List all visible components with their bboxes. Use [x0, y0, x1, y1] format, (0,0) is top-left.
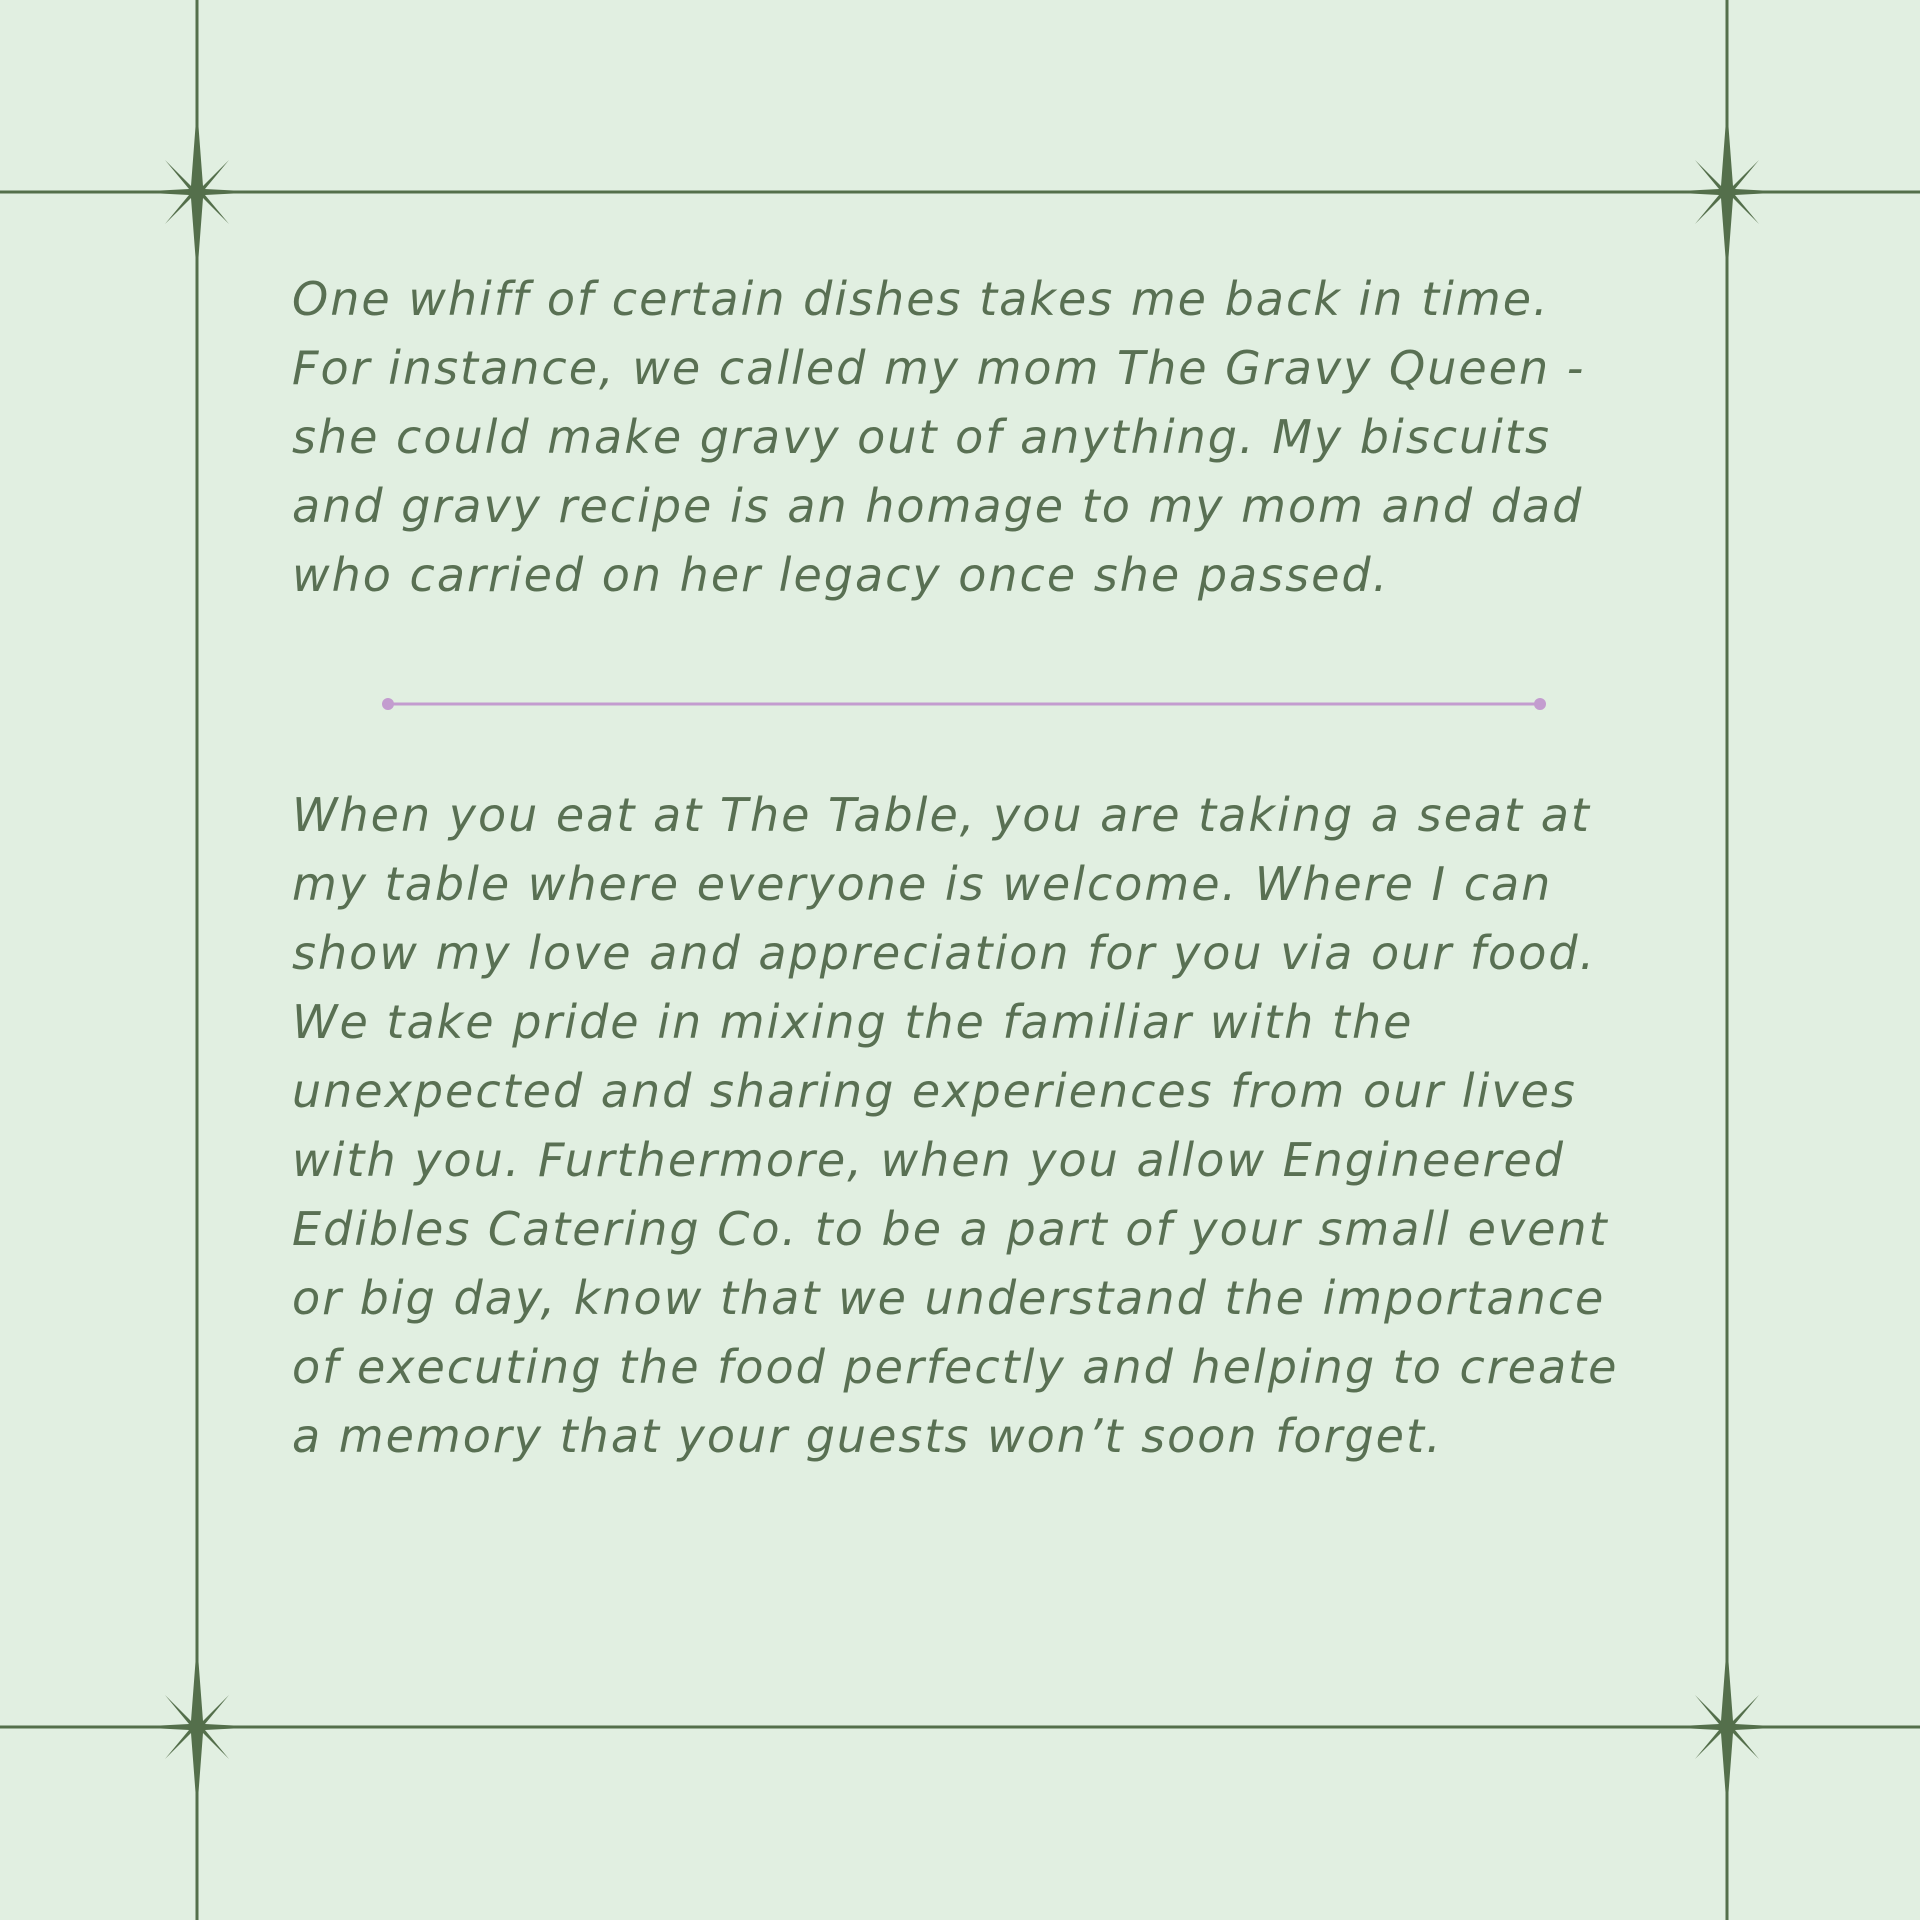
- paragraph-line: she could make gravy out of anything. My biscuits: [292, 410, 1551, 464]
- paragraph-main: [292, 781, 1642, 1471]
- paragraph-line: unexpected and sharing experiences from our lives: [292, 1064, 1577, 1118]
- paragraph-line: who carried on her legacy once she passed.: [292, 548, 1390, 602]
- paragraph-line: Edibles Catering Co. to be a part of your small event: [292, 1202, 1609, 1256]
- paragraph-line: or big day, know that we understand the importance: [292, 1271, 1606, 1325]
- paragraph-intro: [292, 265, 1642, 610]
- paragraph-line: and gravy recipe is an homage to my mom and dad: [292, 479, 1584, 533]
- star-icon: [1662, 107, 1792, 277]
- paragraph-line: When you eat at The Table, you are taking a seat at: [292, 788, 1591, 842]
- paragraph-line: a memory that your guests won’t soon forget.: [292, 1409, 1443, 1463]
- divider: [382, 698, 1546, 710]
- divider-dot-left: [382, 698, 394, 710]
- star-icon: [132, 107, 262, 277]
- paragraph-line: We take pride in mixing the familiar with the: [292, 995, 1414, 1049]
- divider-dot-right: [1534, 698, 1546, 710]
- star-icon: [132, 1642, 262, 1812]
- paragraph-line: with you. Furthermore, when you allow Engineered: [292, 1133, 1565, 1187]
- star-icon: [1662, 1642, 1792, 1812]
- paragraph-line: One whiff of certain dishes takes me back in time.: [292, 272, 1550, 326]
- paragraph-line: my table where everyone is welcome. Where I can: [292, 857, 1553, 911]
- paragraph-line: of executing the food perfectly and helping to create: [292, 1340, 1619, 1394]
- paragraph-line: show my love and appreciation for you via our food.: [292, 926, 1597, 980]
- paragraph-line: For instance, we called my mom The Gravy Queen -: [292, 341, 1586, 395]
